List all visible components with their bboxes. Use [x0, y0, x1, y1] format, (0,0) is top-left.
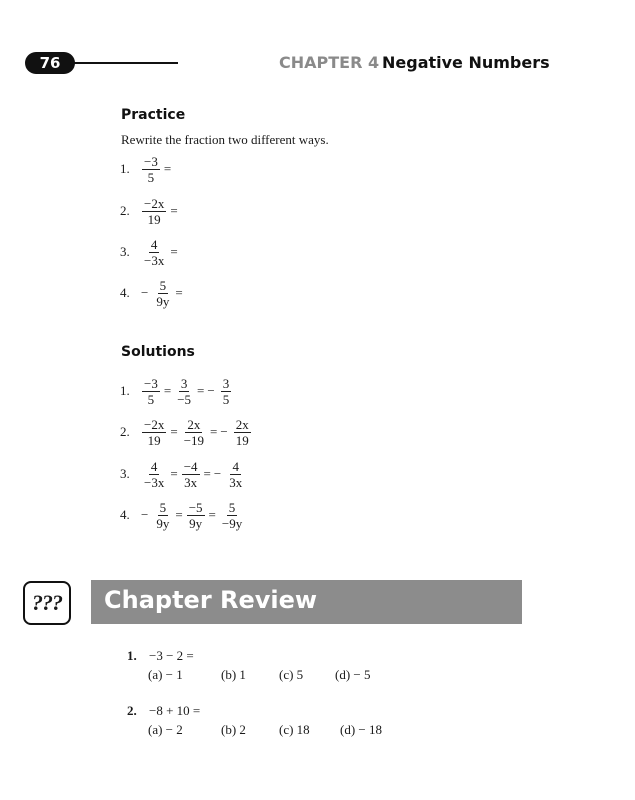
- question-text: −8 + 10 =: [149, 703, 201, 718]
- denominator: −3x: [144, 252, 165, 268]
- denominator: −3x: [144, 474, 165, 490]
- fraction: [220, 500, 244, 531]
- option-a[interactable]: (a) − 1: [148, 667, 183, 682]
- practice-instruction: Rewrite the fraction two different ways.: [121, 132, 329, 147]
- denominator: 19: [147, 432, 161, 448]
- equals-sign: =: [163, 383, 172, 398]
- fraction: [227, 459, 244, 490]
- numerator: 4: [150, 236, 158, 252]
- fraction: [154, 278, 171, 309]
- denominator: 9y: [156, 515, 170, 531]
- item-number: 2.: [120, 203, 130, 218]
- fraction: [142, 417, 166, 448]
- fraction: [182, 459, 200, 490]
- fraction: [142, 154, 160, 185]
- solutions-heading: Solutions: [121, 344, 195, 360]
- numerator: −3: [144, 375, 158, 391]
- equals-sign: =: [197, 383, 205, 398]
- numerator: −4: [183, 458, 198, 474]
- numerator: 2x: [235, 416, 249, 432]
- equals-sign: =: [170, 466, 178, 481]
- practice-item: [120, 232, 181, 272]
- minus-sign: −: [220, 424, 228, 439]
- numerator: −5: [188, 499, 203, 515]
- minus-sign: −: [141, 285, 149, 300]
- page-number-badge: 76: [25, 52, 75, 74]
- denominator: 19: [235, 432, 249, 448]
- denominator: 3x: [184, 474, 198, 490]
- numerator: 2x: [187, 416, 201, 432]
- numerator: −2x: [144, 416, 165, 432]
- chapter-title: Negative Numbers: [382, 53, 550, 72]
- practice-item: [120, 273, 186, 313]
- fraction: [142, 459, 166, 490]
- item-number: 1.: [120, 383, 130, 398]
- denominator: 5: [222, 391, 230, 407]
- minus-sign: −: [213, 466, 222, 481]
- numerator: 4: [150, 458, 158, 474]
- fraction: [142, 196, 166, 227]
- option-c[interactable]: (c) 5: [279, 667, 304, 682]
- equals-sign: =: [210, 424, 218, 439]
- practice-heading: Practice: [121, 107, 186, 123]
- fraction: [154, 500, 171, 531]
- denominator: 5: [147, 169, 155, 185]
- numerator: 5: [159, 499, 167, 515]
- equals-sign: =: [175, 507, 183, 522]
- item-number: 3.: [120, 466, 130, 481]
- denominator: 5: [147, 391, 155, 407]
- option-a[interactable]: (a) − 2: [148, 722, 183, 737]
- numerator: 3: [180, 375, 188, 391]
- header-rule: [70, 62, 178, 64]
- chapter-label: CHAPTER 4: [279, 53, 380, 72]
- equals-sign: =: [170, 244, 178, 259]
- fraction: [142, 237, 166, 268]
- option-b[interactable]: (b) 2: [221, 722, 246, 737]
- review-question: [127, 703, 200, 719]
- fraction: [221, 376, 232, 407]
- chapter-review-title: Chapter Review: [104, 586, 318, 614]
- equals-sign: =: [203, 466, 211, 481]
- option-d[interactable]: (d) − 5: [335, 667, 371, 682]
- item-number: 4.: [120, 285, 130, 300]
- practice-item: [120, 191, 181, 231]
- option-b[interactable]: (b) 1: [221, 667, 246, 682]
- equals-sign: =: [170, 203, 178, 218]
- solution-item: [120, 495, 245, 535]
- item-number: 2.: [120, 424, 130, 439]
- equals-sign: =: [208, 507, 216, 522]
- question-text: −3 − 2 =: [149, 648, 194, 663]
- question-number: 2.: [127, 703, 137, 718]
- numerator: 5: [228, 499, 236, 515]
- item-number: 1.: [120, 161, 130, 176]
- question-number: 1.: [127, 648, 137, 663]
- solution-item: [120, 412, 252, 452]
- denominator: 3x: [229, 474, 243, 490]
- option-c[interactable]: (c) 18: [279, 722, 310, 737]
- numerator: 5: [159, 277, 167, 293]
- fraction: [175, 376, 193, 407]
- question-marks-icon: ???: [23, 581, 71, 625]
- solution-item: [120, 454, 245, 494]
- option-d[interactable]: (d) − 18: [340, 722, 382, 737]
- denominator: −19: [183, 432, 205, 448]
- equals-sign: =: [163, 161, 172, 176]
- fraction: [182, 417, 206, 448]
- denominator: 9y: [156, 293, 170, 309]
- numerator: −3: [144, 153, 158, 169]
- equals-sign: =: [175, 285, 183, 300]
- fraction: [142, 376, 160, 407]
- numerator: 3: [222, 375, 230, 391]
- review-question: [127, 648, 194, 664]
- fraction: [187, 500, 205, 531]
- item-number: 4.: [120, 507, 130, 522]
- numerator: −2x: [144, 195, 165, 211]
- numerator: 4: [232, 458, 239, 474]
- item-number: 3.: [120, 244, 130, 259]
- denominator: 19: [147, 211, 161, 227]
- denominator: −9y: [221, 515, 243, 531]
- practice-item: [120, 149, 174, 189]
- fraction: [234, 417, 251, 448]
- equals-sign: =: [170, 424, 178, 439]
- minus-sign: −: [207, 383, 215, 398]
- solution-item: [120, 371, 232, 411]
- denominator: −5: [177, 391, 192, 407]
- minus-sign: −: [141, 507, 149, 522]
- denominator: 9y: [189, 515, 203, 531]
